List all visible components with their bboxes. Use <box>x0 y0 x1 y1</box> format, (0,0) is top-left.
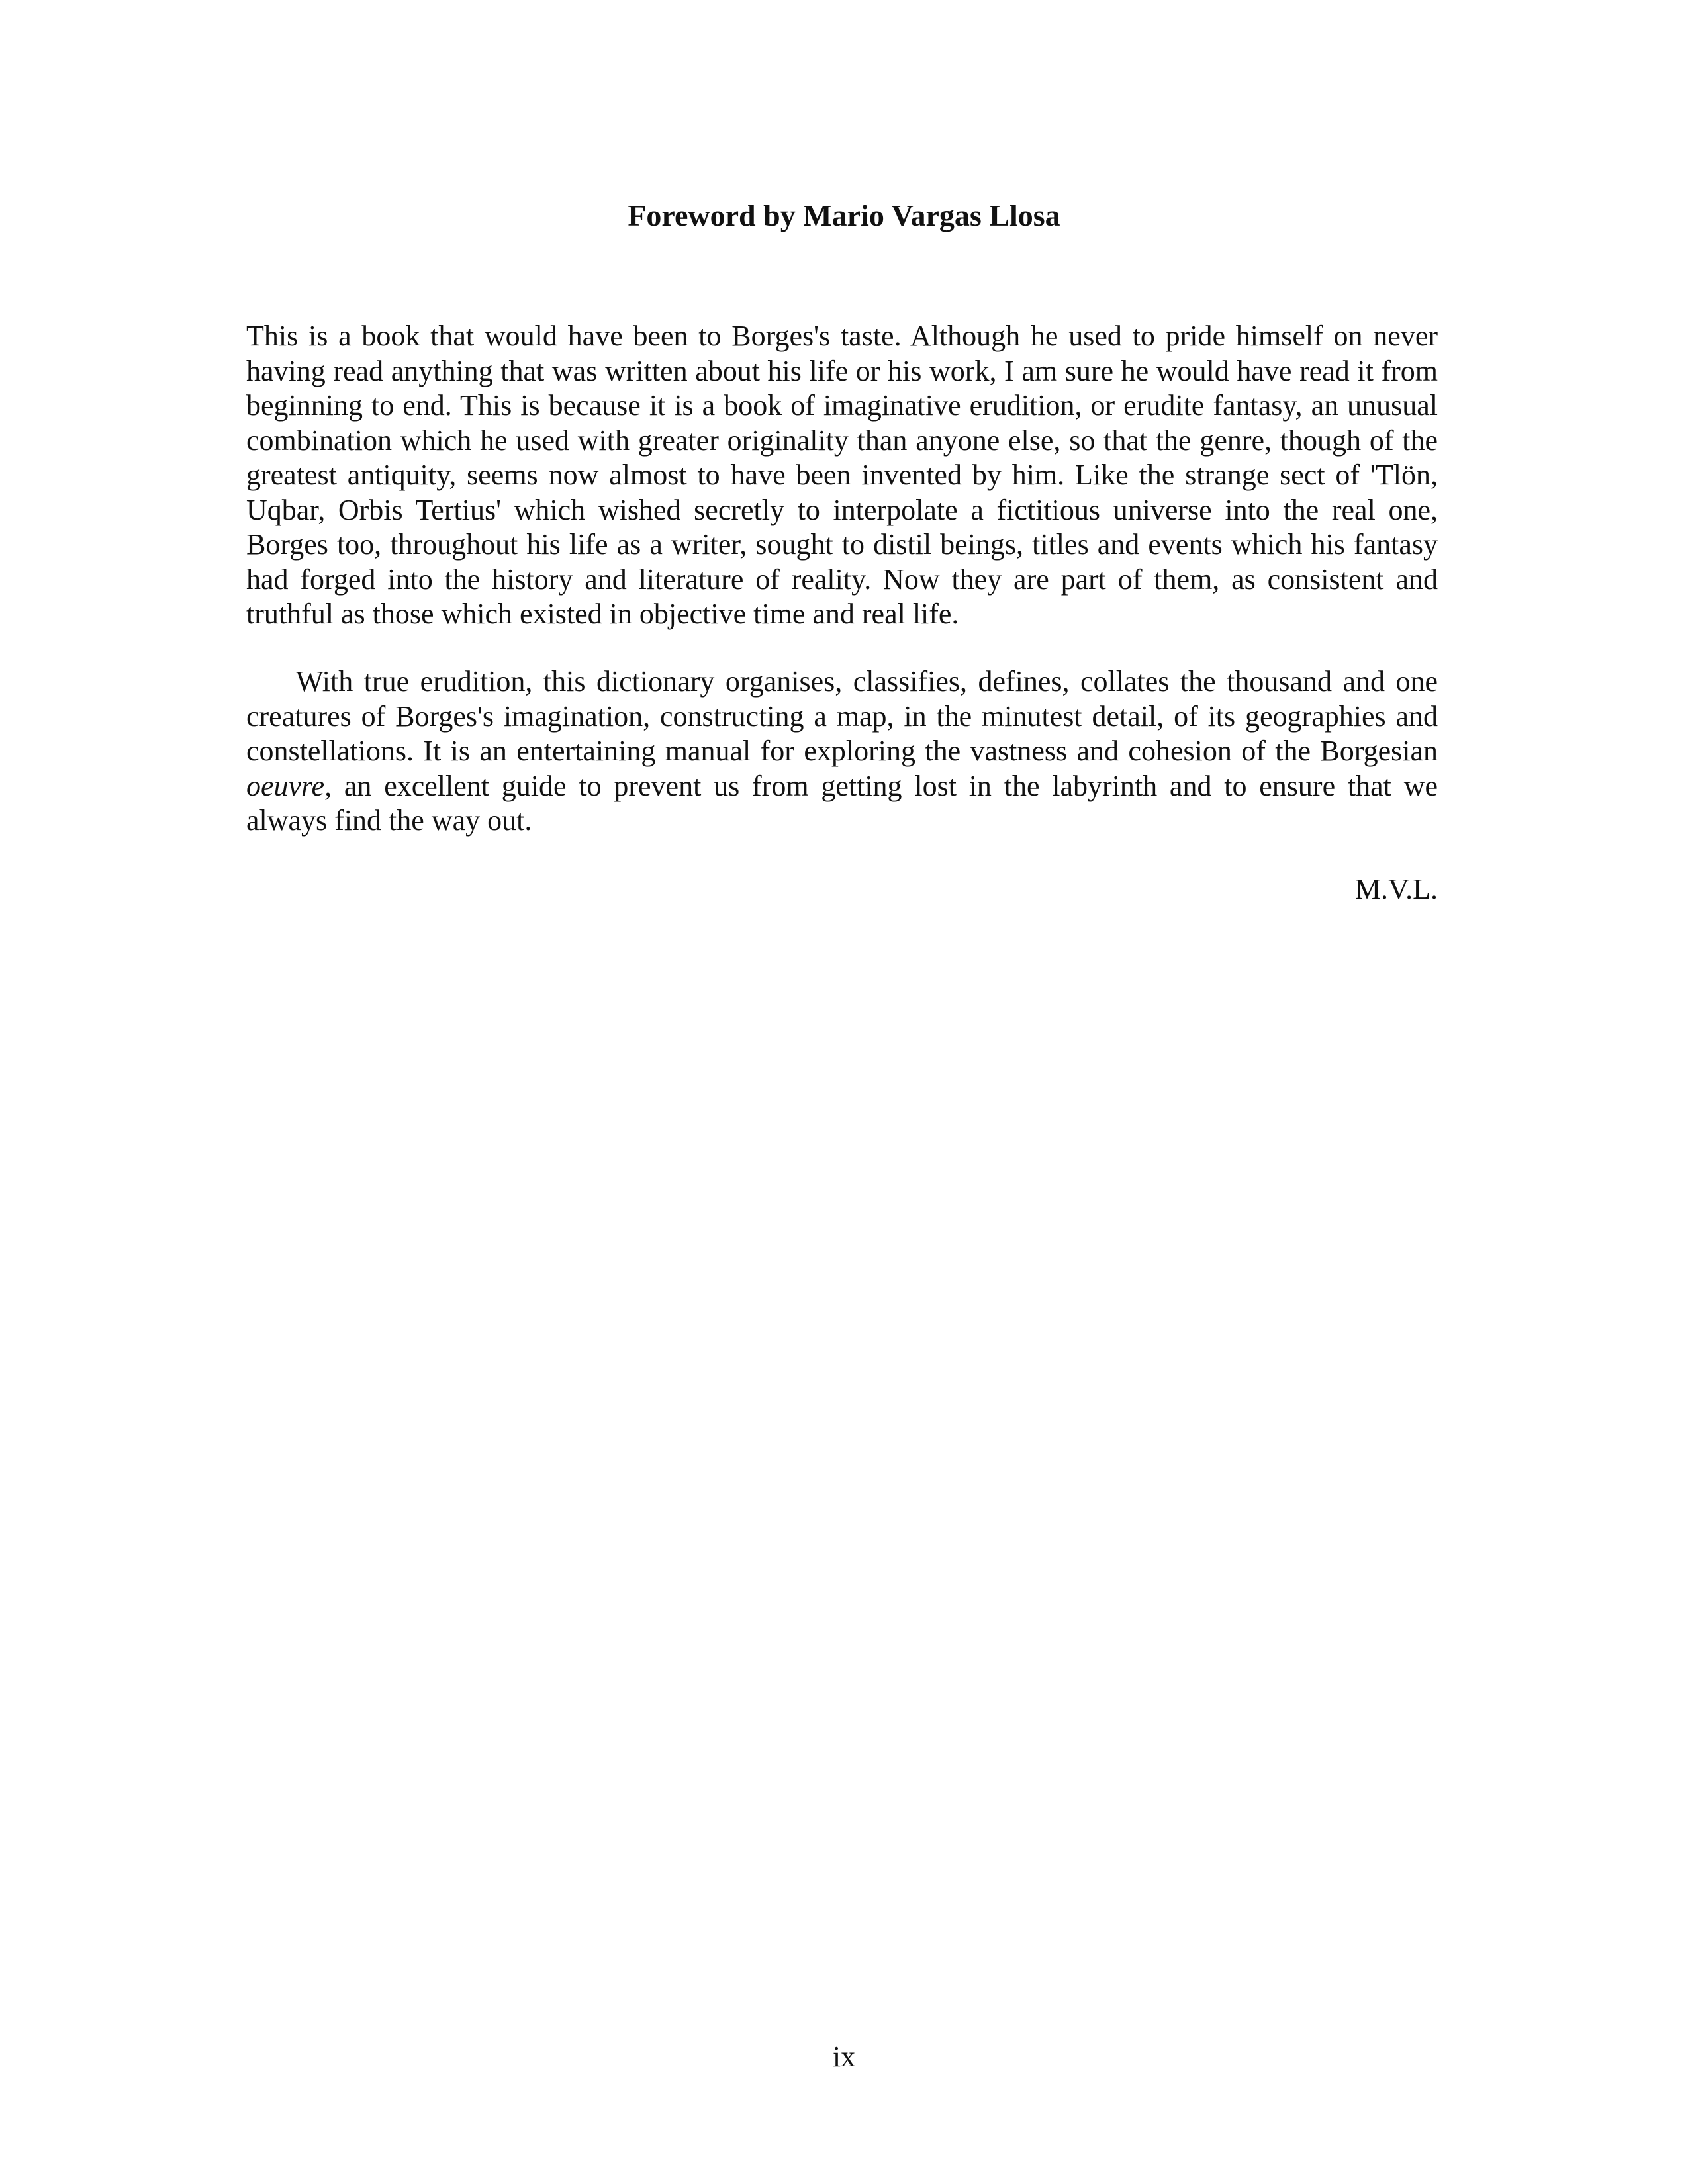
body-paragraph-2 <box>246 664 1438 839</box>
italic-term: oeuvre, <box>246 769 332 802</box>
author-signature: M.V.L. <box>1354 873 1438 905</box>
paragraph-2-text-start: With true erudition, this dictionary organises, classifies, defines, collates the thousand and one creatures of Borges's imagination, constructing a map, in the minutest detail, of its geographies and constellations. It is an entertaining manual for exploring the vastness and cohesion of the Borgesian <box>246 665 1438 767</box>
page-title: Foreword by Mario Vargas Llosa <box>628 199 1060 232</box>
paragraph-2-text-end: an excellent guide to prevent us from getting lost in the labyrinth and to ensure that we always find the way out. <box>246 769 1438 837</box>
body-paragraph-1: This is a book that would have been to Borges's taste. Although he used to pride himself on never having read anything that was written about his life or his work, I am sure he would have read it from beginning to end. This is because it is a book of imaginative erudition, or erudite fantasy, an unusual combination which he used with greater originality than anyone else, so that the genre, though of the greatest antiquity, seems now almost to have been invented by him. Like the strange sect of 'Tlön, Uqbar, Orbis Tertius' which wished secretly to interpolate a fictitious universe into the real one, Borges too, throughout his life as a writer, sought to distil beings, titles and events which his fantasy had forged into the history and literature of reality. Now they are part of them, as consistent and truthful as those which existed in objective time and real life. <box>246 320 1438 630</box>
page-number: ix <box>832 2040 856 2073</box>
